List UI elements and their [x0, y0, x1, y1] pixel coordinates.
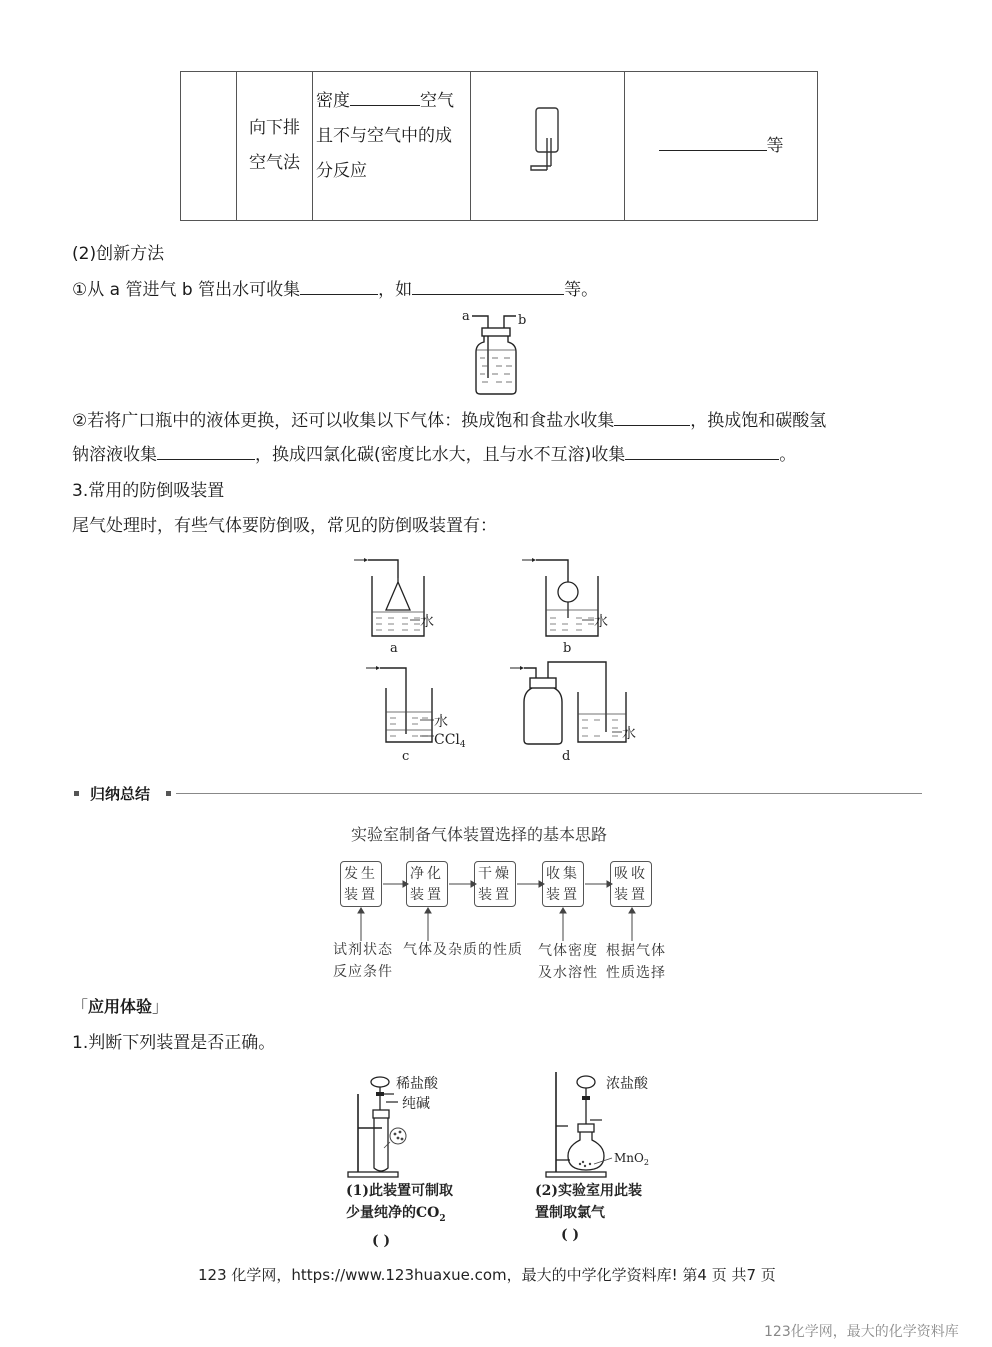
apparatus-co2 [348, 1075, 439, 1177]
basis-reagent-condition: 试剂状态 反应条件 [333, 942, 393, 980]
line2-pre: ②若将广口瓶中的液体更换，还可以收集以下气体：换成饱和食盐水收集 [72, 411, 615, 431]
apparatus-cl2 [546, 1072, 649, 1177]
condition-line3: 分反应 [316, 161, 367, 181]
apparatus-d [510, 662, 636, 764]
label-c: c [402, 749, 410, 764]
condition-pre: 密度 [316, 91, 350, 111]
bracket-left: 「 [72, 997, 89, 1016]
fig1-caption [346, 1180, 453, 1252]
innovation-line1 [72, 276, 598, 302]
line3-mid: ，换成四氯化碳(密度比水大，且与水不互溶)收集 [255, 445, 626, 465]
condition-cell [316, 84, 470, 189]
apparatus-c [366, 666, 466, 764]
label-a: a [390, 641, 398, 656]
apparatus-b [522, 558, 608, 656]
condition-post: 空气 [420, 91, 454, 111]
fig-label-b: b [518, 313, 527, 328]
label-water-c: 水 [434, 714, 448, 730]
method-cell: 向下排空气法 [249, 118, 300, 173]
application-title-text: 应用体验 [88, 997, 153, 1016]
watermark: 123化学网，最大的化学资料库 [764, 1324, 959, 1340]
label-dilute-hcl: 稀盐酸 [396, 1076, 438, 1092]
label-soda-ash: 纯碱 [402, 1096, 430, 1112]
innovation-line2 [72, 407, 826, 433]
page-footer: 123 化学网，https://www.123huaxue.com，最大的中学化学资料库! 第4 页 共7 页 [198, 1266, 776, 1284]
bracket-right: 」 [152, 997, 169, 1016]
label-mno2: MnO$_2$ [614, 1151, 649, 1167]
label-ccl4: CCl$_4$ [434, 732, 466, 750]
application-question: 1.判断下列装置是否正确。 [72, 1033, 276, 1053]
line3-pre: 钠溶液收集 [72, 445, 157, 465]
answer-blank [614, 407, 690, 426]
example-suffix: 等 [766, 135, 784, 156]
line1-pre: ①从 a 管进气 b 管出水可收集 [72, 280, 301, 300]
basis-density-solubility: 气体密度 及水溶性 [538, 943, 598, 981]
basis-gas-property: 根据气体 性质选择 [606, 943, 666, 981]
apparatus-a [354, 558, 434, 656]
line3-post: 。 [779, 445, 797, 465]
divider [176, 793, 922, 794]
co2-and-chlorine-apparatus-figure [340, 1068, 680, 1188]
answer-blank [412, 276, 564, 295]
flow-box-drying: 干燥 装置 [474, 861, 516, 907]
condition-line2: 且不与空气中的成 [316, 126, 452, 146]
fig1-caption-line1: (1)此装置可制取 [346, 1183, 453, 1199]
answer-blank [659, 132, 767, 151]
application-section-title [72, 996, 168, 1018]
flow-box-purification: 净化 装置 [406, 861, 448, 907]
label-d: d [562, 749, 571, 764]
anti-suckback-heading: 3.常用的防倒吸装置 [72, 481, 225, 501]
summary-section-title: 归纳总结 [90, 785, 151, 803]
flow-box-absorption: 吸收 装置 [610, 861, 652, 907]
answer-blank [300, 276, 378, 295]
collection-method-table [180, 71, 818, 221]
line2-post: ，换成饱和碳酸氢 [690, 411, 827, 431]
diagram-title: 实验室制备气体装置选择的基本思路 [351, 825, 608, 844]
fig2-answer: ( ) [561, 1227, 580, 1243]
innovation-heading: (2)创新方法 [72, 244, 165, 264]
label-b: b [563, 641, 572, 656]
line1-post: 等。 [564, 280, 599, 300]
label-water-b: 水 [594, 614, 608, 630]
label-water-d: 水 [622, 726, 636, 742]
gas-washing-bottle-figure [458, 306, 538, 398]
fig-label-a: a [462, 309, 470, 324]
innovation-line3 [72, 441, 796, 467]
flow-box-generation: 发生 装置 [340, 861, 382, 907]
summary-section-header [72, 785, 922, 805]
basis-gas-impurity: 气体及杂质的性质 [403, 942, 523, 958]
fig2-caption-line2: 置制取氯气 [535, 1205, 605, 1221]
line1-mid: ，如 [378, 280, 413, 300]
fig2-caption-line1: (2)实验室用此装 [535, 1183, 642, 1199]
fig1-caption-line2: 少量纯净的$CO_2$ [346, 1205, 446, 1224]
fig1-answer: ( ) [372, 1232, 391, 1249]
table-row [181, 72, 818, 221]
answer-blank [350, 87, 420, 106]
flow-box-collection: 收集 装置 [542, 861, 584, 907]
answer-blank [157, 441, 255, 460]
downward-displacement-bottle-figure [523, 100, 573, 180]
bullet-square [166, 791, 171, 796]
anti-suckback-apparatus-figure [350, 552, 650, 766]
answer-blank [625, 441, 779, 460]
fig2-caption [535, 1180, 642, 1246]
label-water-a: 水 [420, 614, 434, 630]
label-conc-hcl: 浓盐酸 [606, 1076, 648, 1092]
bullet-square [74, 791, 79, 796]
anti-suckback-intro: 尾气处理时，有些气体要防倒吸，常见的防倒吸装置有： [72, 516, 497, 536]
flow-arrows [330, 855, 670, 945]
